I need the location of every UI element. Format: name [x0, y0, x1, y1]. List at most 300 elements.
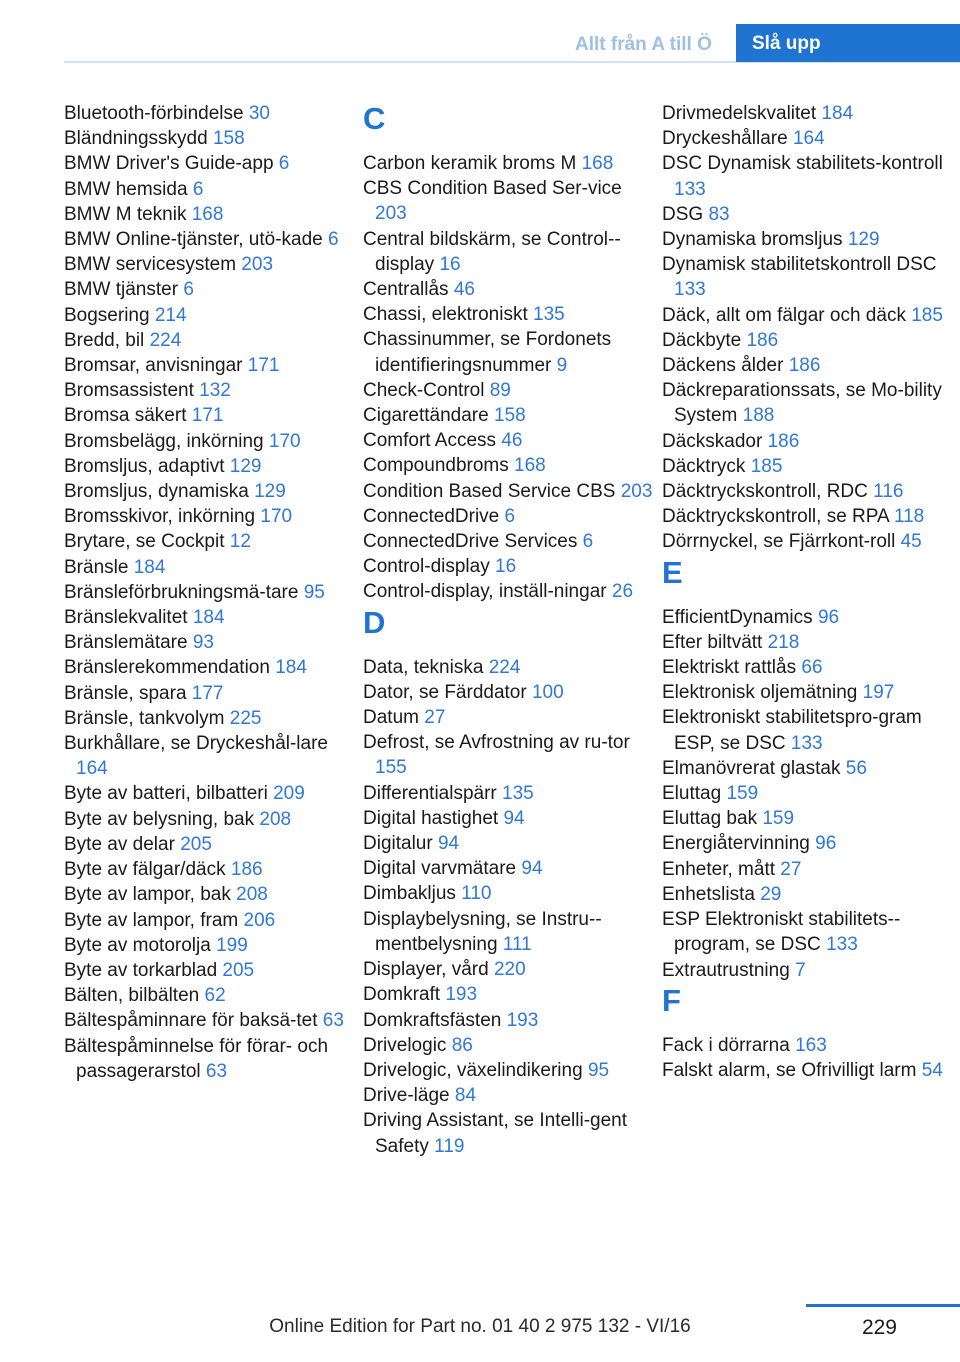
index-entry-text: Bromsskivor, inkörning [64, 506, 256, 528]
index-entry [662, 529, 952, 554]
index-entry [363, 907, 653, 957]
index-entry-text: Dator, se Färddator [363, 681, 527, 703]
index-entry-text: Control-display, inställ-ningar [363, 581, 607, 603]
index-entry-text: Carbon keramik broms M [363, 153, 577, 174]
index-entry [64, 353, 354, 378]
index-page-link[interactable]: 186 [746, 329, 779, 351]
index-entry-text: Chassinummer, se Fordonets identifieringsnummer [363, 329, 612, 376]
index-entry [64, 706, 354, 731]
index-entry [363, 680, 653, 705]
index-page-link[interactable]: 170 [268, 430, 301, 452]
index-entry-text: Compoundbroms [363, 455, 509, 477]
index-entry-text: Defrost, se Avfrostning av ru-tor [363, 732, 630, 754]
index-entry-text: Enheter, mått [662, 858, 776, 880]
index-entry-text: Centrallås [363, 279, 449, 301]
index-entry-text: Däcktryckskontroll, RDC [662, 481, 868, 503]
index-page-link[interactable]: 163 [795, 1034, 827, 1056]
index-entry [662, 504, 952, 529]
index-entry-text: CBS Condition Based Ser-vice [363, 178, 622, 200]
index-entry [64, 882, 354, 907]
index-entry [363, 1008, 653, 1033]
index-page-link[interactable]: 164 [792, 128, 825, 150]
index-entry [363, 982, 653, 1007]
index-entry [363, 176, 653, 226]
index-page-link[interactable]: 7 [795, 959, 806, 981]
index-entry [662, 101, 952, 126]
index-page-link[interactable]: 66 [801, 657, 823, 679]
index-entry-text: BMW servicesystem [64, 254, 237, 276]
index-entry-text: Extrautrustning [662, 959, 790, 981]
index-entry [662, 958, 952, 983]
index-entry-text: Bränsle, tankvolym [64, 707, 225, 729]
index-entry-text: Drivelogic, växelindikering [363, 1059, 583, 1081]
index-entry [363, 428, 653, 453]
index-entry [363, 227, 653, 277]
index-page-link[interactable]: 9 [556, 354, 568, 376]
index-entry [64, 807, 354, 832]
index-page-link[interactable]: 89 [489, 379, 511, 401]
index-entry [64, 479, 354, 504]
index-entry-text: Elmanövrerat glastak [662, 757, 841, 779]
index-page-link[interactable]: 96 [815, 833, 837, 855]
index-page-link[interactable]: 203 [375, 203, 407, 225]
index-entry-text: Dynamisk stabilitetskontroll DSC [662, 254, 937, 276]
index-entry-text: Data, tekniska [363, 656, 484, 678]
index-letter-heading: D [363, 604, 386, 640]
index-letter-heading: F [662, 982, 681, 1018]
index-entry-text: Elektriskt rattlås [662, 657, 797, 679]
index-entry [363, 1058, 653, 1083]
index-page-link[interactable]: 93 [192, 632, 214, 654]
index-entry [64, 202, 354, 227]
index-page-link[interactable]: 158 [212, 128, 245, 150]
index-entry [64, 958, 354, 983]
index-letter-heading: C [363, 101, 386, 136]
index-entry-text: Byte av lampor, bak [64, 884, 231, 906]
index-entry [662, 252, 952, 302]
index-entry-text: Bränslekvalitet [64, 607, 188, 629]
index-page-link[interactable]: 209 [273, 783, 305, 805]
index-entry-text: Bälten, bilbälten [64, 985, 200, 1007]
index-page-link[interactable]: 225 [229, 707, 262, 729]
index-entry [64, 731, 354, 781]
index-entry [64, 454, 354, 479]
index-entry [363, 705, 653, 730]
index-entry-text: Byte av batteri, bilbatteri [64, 783, 268, 805]
index-entry [662, 605, 952, 630]
index-entry [363, 302, 653, 327]
index-entry-text: Drive-läge [363, 1085, 450, 1107]
page-number-rule [806, 1304, 960, 1307]
index-entry-text: ConnectedDrive [363, 505, 500, 527]
index-entry [662, 1033, 952, 1058]
index-entry-text: Displaybelysning, se Instru-mentbelysning [363, 908, 602, 955]
index-entry [363, 151, 653, 176]
index-entry [363, 453, 653, 478]
index-entry-text: Fack i dörrarna [662, 1034, 790, 1056]
index-entry-text: Drivmedelskvalitet [662, 103, 817, 124]
index-entry-text: BMW tjänster [64, 279, 179, 301]
index-entry [64, 832, 354, 857]
index-page-link[interactable]: 220 [493, 959, 526, 981]
index-page-link[interactable]: 203 [620, 480, 653, 502]
index-entry-text: Domkraftsfästen [363, 1009, 502, 1031]
index-entry [64, 781, 354, 806]
index-page-link[interactable]: 6 [278, 153, 290, 175]
index-entry [363, 403, 653, 428]
index-entry [363, 1108, 653, 1158]
index-page-link[interactable]: 6 [504, 505, 516, 527]
index-entry-text: Bränslerekommendation [64, 657, 270, 679]
index-entry-text: Bromsbelägg, inkörning [64, 430, 264, 452]
index-entry [363, 579, 653, 604]
index-page-link[interactable]: 45 [900, 531, 922, 553]
index-page-link[interactable]: 214 [154, 304, 187, 326]
index-entry-text: BMW Driver's Guide-app [64, 153, 274, 175]
index-page-link[interactable]: 6 [582, 531, 594, 553]
index-page-link[interactable]: 16 [495, 556, 517, 578]
index-entry [363, 881, 653, 906]
index-entry-text: Eluttag [662, 783, 722, 805]
index-entry-text: Bländningsskydd [64, 128, 208, 150]
index-entry [662, 907, 952, 957]
index-page-link[interactable]: 30 [248, 103, 270, 124]
index-page-link[interactable]: 168 [191, 203, 224, 225]
footer-edition: Online Edition for Part no. 01 40 2 975 132 - VI/16 [269, 1316, 691, 1337]
index-entry [64, 303, 354, 328]
index-entry [64, 378, 354, 403]
index-entry-text: ConnectedDrive Services [363, 531, 578, 553]
index-entry [64, 504, 354, 529]
index-entry [662, 328, 952, 353]
index-entry-text: Central bildskärm, se Control-display [363, 228, 621, 275]
index-page-link[interactable]: 171 [247, 355, 280, 377]
index-entry [64, 1034, 354, 1084]
index-page-link[interactable]: 54 [921, 1059, 943, 1081]
index-page-link[interactable]: 94 [521, 858, 543, 880]
index-page-link[interactable]: 86 [451, 1034, 473, 1056]
index-entry-text: Falskt alarm, se Ofrivilligt larm [662, 1059, 917, 1081]
index-column-2 [363, 101, 653, 1159]
index-entry [662, 882, 952, 907]
index-entry [363, 479, 653, 504]
index-entry [64, 227, 354, 252]
index-entry [64, 328, 354, 353]
index-entry-text: Digitalur [363, 833, 433, 855]
index-page-link[interactable]: 203 [241, 254, 274, 276]
index-entry [662, 202, 952, 227]
index-page-link[interactable]: 208 [259, 808, 292, 830]
index-entry [64, 101, 354, 126]
index-entry [363, 1083, 653, 1108]
index-entry-text: Chassi, elektroniskt [363, 304, 528, 326]
index-entry-text: BMW M teknik [64, 203, 187, 225]
index-entry [363, 529, 653, 554]
index-entry-text: Bromsljus, adaptivt [64, 455, 225, 477]
index-page-link[interactable]: 119 [434, 1135, 465, 1157]
index-entry-text: Däckens ålder [662, 355, 784, 377]
index-page-link[interactable]: 27 [424, 707, 446, 729]
index-entry [64, 580, 354, 605]
index-entry-text: Däcktryck [662, 455, 746, 477]
index-entry-text: Elektronisk oljemätning [662, 682, 858, 704]
index-entry-text: Däck, allt om fälgar och däck [662, 304, 906, 326]
index-entry-text: Dryckeshållare [662, 128, 788, 150]
index-page-link[interactable]: 171 [191, 405, 224, 427]
index-page-link[interactable]: 100 [531, 681, 564, 703]
index-page-link[interactable]: 6 [183, 279, 194, 301]
index-page-link[interactable]: 132 [199, 380, 231, 402]
index-entry [662, 353, 952, 378]
index-entry-text: Bromsljus, dynamiska [64, 481, 249, 503]
index-entry [363, 1033, 653, 1058]
section-link-a-till-o[interactable]: Allt från A till Ö [575, 34, 712, 55]
index-entry [64, 857, 354, 882]
index-entry [662, 831, 952, 856]
index-entry-text: Bränsle, spara [64, 682, 187, 704]
index-entry [662, 227, 952, 252]
index-entry [363, 781, 653, 806]
index-page-link[interactable]: 170 [260, 506, 293, 528]
index-entry-text: Dörrnyckel, se Fjärrkont-roll [662, 531, 896, 553]
index-entry-text: Byte av belysning, bak [64, 808, 255, 830]
index-page-link[interactable]: 193 [445, 984, 478, 1006]
index-entry-text: Däckskador [662, 430, 763, 452]
index-entry-text: Control-display [363, 556, 490, 578]
index-page-link[interactable]: 208 [236, 884, 268, 906]
index-entry [363, 277, 653, 302]
index-entry-text: Byte av lampor, fram [64, 909, 239, 931]
index-page-link[interactable]: 224 [149, 329, 182, 351]
index-page-link[interactable]: 159 [762, 808, 795, 830]
index-page-link[interactable]: 63 [322, 1010, 344, 1032]
index-entry [64, 529, 354, 554]
index-entry [64, 429, 354, 454]
index-page-link[interactable]: 16 [439, 253, 461, 275]
index-page-link[interactable]: 184 [192, 607, 225, 629]
index-entry [64, 126, 354, 151]
index-entry [64, 681, 354, 706]
index-page-link[interactable]: 46 [501, 430, 523, 452]
index-page-link[interactable]: 133 [674, 279, 706, 301]
index-entry-text: Bränslemätare [64, 632, 188, 654]
index-entry [363, 554, 653, 579]
index-entry-text: Brytare, se Cockpit [64, 531, 225, 553]
index-entry [363, 806, 653, 831]
index-entry-text: Domkraft [363, 984, 441, 1006]
index-entry [662, 1058, 952, 1083]
index-page-link[interactable]: 118 [893, 506, 925, 528]
index-entry [662, 857, 952, 882]
index-entry [363, 957, 653, 982]
index-page-link[interactable]: 186 [230, 859, 263, 881]
index-page-link[interactable]: 186 [767, 430, 800, 452]
index-entry-text: Bränsle [64, 556, 129, 578]
index-entry-text: Byte av delar [64, 833, 175, 855]
index-page-link[interactable]: 155 [375, 757, 407, 779]
index-page-link[interactable]: 46 [453, 279, 475, 301]
index-page-link[interactable]: 218 [767, 631, 800, 653]
index-page-link[interactable]: 6 [192, 178, 204, 200]
index-page-link[interactable]: 62 [204, 985, 226, 1007]
index-entry-text: Energiåtervinning [662, 833, 810, 855]
index-entry-text: Bältespåminnare för baksä-tet [64, 1010, 318, 1032]
index-entry-text: ESP Elektroniskt stabilitets-program, se DSC [662, 909, 901, 956]
index-entry [363, 655, 653, 680]
index-page-link[interactable]: 12 [229, 531, 251, 553]
index-page-link[interactable]: 95 [587, 1059, 610, 1081]
index-entry-text: Datum [363, 707, 419, 729]
index-entry-text: Bromsa säkert [64, 405, 187, 427]
index-page-link[interactable]: 129 [254, 481, 286, 503]
index-page-link[interactable]: 199 [216, 934, 248, 956]
index-entry [363, 730, 653, 780]
index-entry-text: Dynamiska bromsljus [662, 229, 843, 251]
index-entry-text: Byte av fälgar/däck [64, 859, 226, 881]
index-entry [662, 705, 952, 755]
index-page-link[interactable]: 63 [205, 1060, 228, 1082]
index-page-link[interactable]: 135 [502, 782, 534, 804]
index-page-link[interactable]: 206 [243, 909, 276, 931]
index-entry [662, 630, 952, 655]
index-entry-text: EfficientDynamics [662, 606, 813, 628]
index-page-link[interactable]: 177 [191, 682, 224, 704]
index-page-link[interactable]: 26 [611, 581, 634, 603]
index-page-link[interactable]: 56 [845, 757, 867, 779]
index-page-link[interactable]: 133 [826, 934, 858, 956]
index-entry-text: Däcktryckskontroll, se RPA [662, 506, 889, 528]
index-entry-text: Digital varvmätare [363, 858, 517, 880]
index-entry-text: Comfort Access [363, 430, 497, 452]
index-entry-text: Cigarettändare [363, 405, 489, 427]
index-entry-text: Däckbyte [662, 329, 742, 351]
index-entry [662, 756, 952, 781]
index-page-link[interactable]: 133 [674, 178, 706, 200]
index-entry [64, 630, 354, 655]
index-page-link[interactable]: 168 [581, 153, 614, 174]
tab-sla-upp[interactable]: Slå upp [736, 24, 960, 62]
index-entry-text: Byte av motorolja [64, 934, 211, 956]
index-entry-text: Condition Based Service CBS [363, 480, 616, 502]
index-entry [64, 151, 354, 176]
index-entry-text: Bromsar, anvisningar [64, 355, 243, 377]
index-page-link[interactable]: 110 [461, 883, 492, 905]
index-entry-text: Bränsleförbrukningsmä-tare [64, 581, 299, 603]
index-page-link[interactable]: 129 [229, 455, 262, 477]
index-entry-text: BMW hemsida [64, 178, 188, 200]
index-entry [662, 126, 952, 151]
index-page-link[interactable]: 185 [911, 304, 943, 326]
index-page-link[interactable]: 94 [503, 807, 525, 829]
index-page-link[interactable]: 205 [180, 833, 212, 855]
index-entry-text: Bredd, bil [64, 329, 145, 351]
index-page-link[interactable]: 188 [742, 405, 775, 427]
index-page-link[interactable]: 197 [862, 682, 895, 704]
index-entry-text: Displayer, vård [363, 959, 489, 981]
index-entry-text: Drivelogic [363, 1034, 447, 1056]
index-page-link[interactable]: 205 [222, 959, 255, 981]
index-entry-text: Eluttag bak [662, 808, 758, 830]
index-page-link[interactable]: 164 [76, 758, 108, 780]
index-page-link[interactable]: 186 [788, 355, 821, 377]
index-entry [64, 1008, 354, 1033]
index-page-link[interactable]: 129 [847, 229, 880, 251]
index-entry-text: Enhetslista [662, 883, 755, 905]
index-entry-text: Bluetooth-förbindelse [64, 103, 244, 124]
index-page-link[interactable]: 96 [817, 606, 840, 628]
index-page-link[interactable]: 83 [708, 203, 730, 225]
index-entry [363, 856, 653, 881]
index-entry-text: Bromsassistent [64, 380, 194, 402]
page-number: 229 [861, 1316, 897, 1339]
index-entry [662, 303, 952, 328]
index-entry [64, 908, 354, 933]
index-page-link[interactable]: 159 [726, 783, 759, 805]
index-letter-heading: E [662, 554, 683, 590]
index-entry-text: DSG [662, 203, 704, 225]
index-entry [662, 479, 952, 504]
index-entry [64, 403, 354, 428]
index-page-link[interactable]: 29 [760, 883, 782, 905]
index-entry-text: Burkhållare, se Dryckeshål-lare [64, 733, 328, 755]
index-page-link[interactable]: 6 [328, 229, 339, 251]
index-column-3 [662, 101, 952, 1083]
index-entry [64, 605, 354, 630]
index-entry [64, 177, 354, 202]
index-entry [363, 327, 653, 377]
index-entry [64, 277, 354, 302]
index-page-link[interactable]: 27 [780, 858, 802, 880]
index-page-link[interactable]: 184 [133, 556, 166, 578]
index-page-link[interactable]: 185 [750, 455, 783, 477]
index-entry [64, 983, 354, 1008]
index-entry-text: Dimbakljus [363, 883, 456, 905]
index-entry [363, 378, 653, 403]
index-page-link[interactable]: 224 [488, 656, 521, 678]
index-page-link[interactable]: 168 [514, 455, 546, 477]
index-entry-text: Check-Control [363, 379, 485, 401]
index-page-link[interactable]: 94 [437, 833, 460, 855]
index-entry [662, 454, 952, 479]
index-entry-text: Byte av torkarblad [64, 959, 218, 981]
index-entry-text: Efter biltvätt [662, 631, 763, 653]
index-entry [64, 555, 354, 580]
index-page-link[interactable]: 193 [506, 1009, 539, 1031]
index-entry [662, 806, 952, 831]
index-entry-text: Differentialspärr [363, 782, 497, 804]
index-page-link[interactable]: 111 [502, 933, 532, 955]
index-entry [64, 655, 354, 680]
index-entry-text: Bogsering [64, 304, 150, 326]
index-page-link[interactable]: 158 [493, 405, 526, 427]
index-entry [662, 781, 952, 806]
index-entry [662, 655, 952, 680]
index-page-link[interactable]: 135 [533, 304, 565, 326]
index-entry [64, 933, 354, 958]
index-page-link[interactable]: 95 [303, 581, 325, 603]
index-entry-text: Elektroniskt stabilitetspro-gram ESP, se DSC [662, 707, 922, 754]
index-entry [363, 504, 653, 529]
index-page-link[interactable]: 184 [821, 103, 854, 124]
index-page-link[interactable]: 133 [790, 732, 823, 754]
index-page-link[interactable]: 184 [275, 657, 307, 679]
index-entry-text: Digital hastighet [363, 807, 499, 829]
index-column-1 [64, 101, 354, 1084]
index-page-link[interactable]: 84 [454, 1085, 477, 1107]
index-entry [662, 680, 952, 705]
index-page-link[interactable]: 116 [873, 481, 904, 503]
index-entry-text: DSC Dynamisk stabilitets-kontroll [662, 153, 943, 175]
